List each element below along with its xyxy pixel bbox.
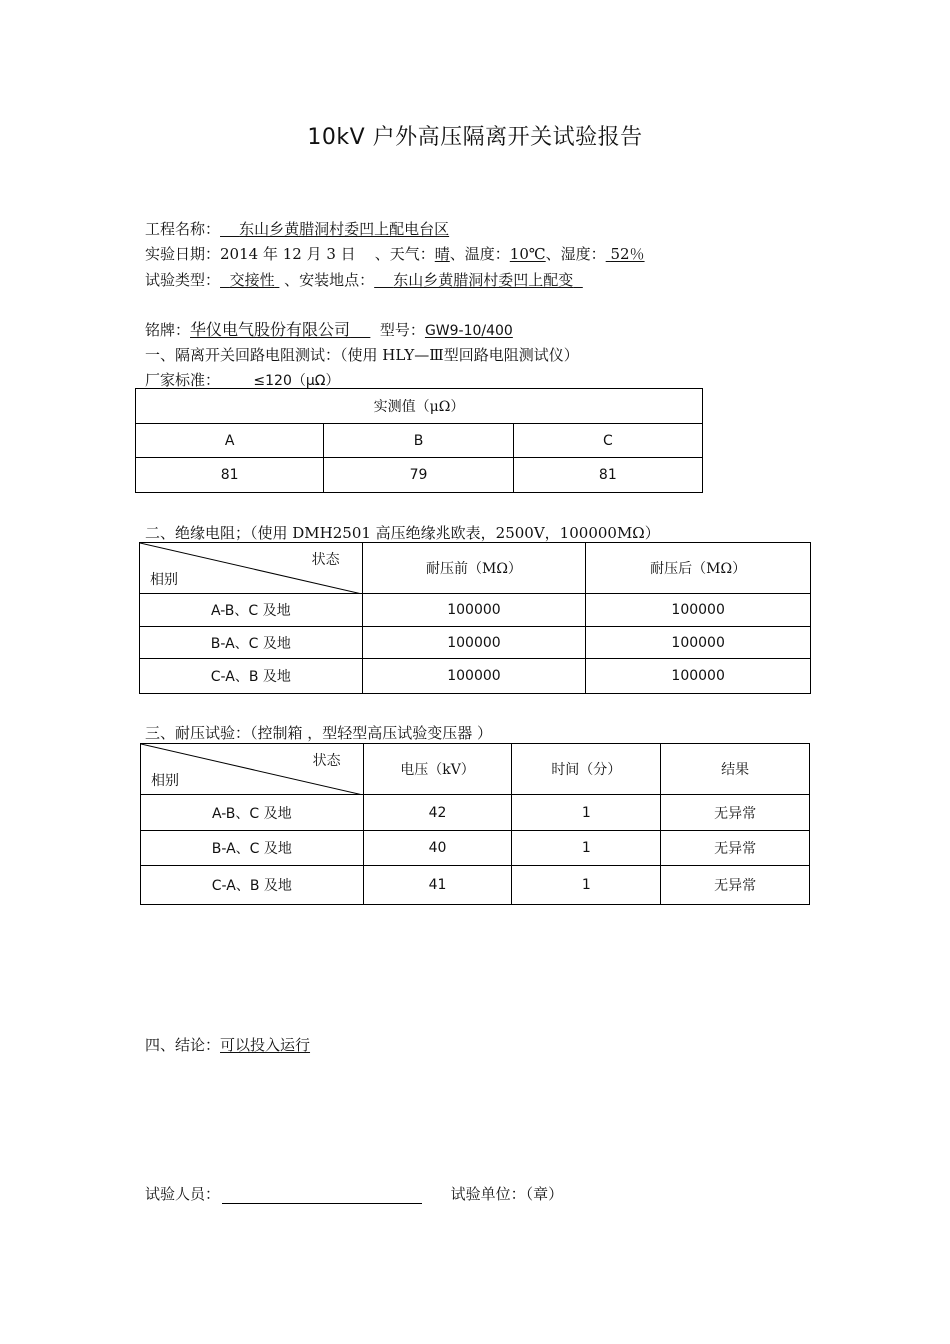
section1-heading: 一、隔离开关回路电阻测试：（使用 HLY—Ⅲ型回路电阻测试仪）	[145, 346, 579, 364]
humidity-label: 、湿度：	[545, 245, 606, 263]
value-c: 81	[513, 458, 702, 493]
table-row	[140, 659, 811, 694]
before-cell: 100000	[362, 594, 586, 627]
standard-line	[145, 369, 339, 390]
humidity-value: 52％	[610, 245, 645, 263]
time-cell: 1	[512, 795, 661, 831]
temp-label: 、温度：	[449, 245, 510, 263]
insulation-col-after: 耐压后（MΩ）	[586, 543, 811, 594]
phase-cell: C-A、B 及地	[140, 659, 363, 694]
section3-heading: 三、耐压试验：（控制箱 ，型轻型高压试验变压器 ）	[145, 724, 493, 742]
section2-heading: 二、绝缘电阻；（使用 DMH2501 高压绝缘兆欧表，2500V，100000MΩ）	[145, 524, 660, 542]
date-value: 2014 年 12 月 3 日	[220, 245, 356, 263]
resistance-table	[135, 388, 703, 493]
withstand-table	[140, 743, 810, 905]
before-cell: 100000	[362, 659, 586, 694]
weather-label: 、天气：	[374, 245, 435, 263]
withstand-col-time: 时间（分）	[512, 744, 661, 795]
value-a: 81	[136, 458, 324, 493]
type-label: 试验类型：	[145, 271, 221, 289]
time-cell: 1	[512, 831, 661, 866]
insulation-diag-header	[140, 543, 363, 594]
signature-line	[145, 1183, 563, 1204]
report-title: 10kV 户外高压隔离开关试验报告	[307, 125, 643, 150]
date-label: 实验日期：	[145, 245, 221, 263]
time-cell: 1	[512, 866, 661, 905]
brand-line	[145, 317, 513, 340]
insulation-col-before: 耐压前（MΩ）	[362, 543, 586, 594]
withstand-state-label: 状态	[312, 753, 341, 769]
project-line	[145, 218, 449, 239]
project-value: 东山乡黄腊洞村委凹上配电台区	[239, 220, 450, 238]
col-c: C	[513, 424, 702, 458]
unit-label: 试验单位：（章）	[450, 1185, 564, 1203]
standard-label: 厂家标准：	[145, 371, 221, 389]
temp-value: 10℃	[509, 245, 546, 263]
table-row	[140, 627, 811, 659]
col-b: B	[324, 424, 513, 458]
after-cell: 100000	[586, 659, 811, 694]
table-row	[141, 866, 810, 905]
voltage-cell: 42	[363, 795, 512, 831]
phase-cell: A-B、C 及地	[141, 795, 364, 831]
location-label: 、安装地点：	[284, 271, 375, 289]
model-label: 型号：	[379, 321, 425, 339]
phase-cell: C-A、B 及地	[141, 866, 364, 905]
result-cell: 无异常	[661, 831, 810, 866]
insulation-phase-label: 相别	[150, 572, 178, 588]
brand-value: 华仪电气股份有限公司	[190, 320, 351, 339]
before-cell: 100000	[362, 627, 586, 659]
withstand-diag-header	[141, 744, 364, 795]
conclusion-line	[145, 1034, 310, 1055]
table-row	[141, 831, 810, 866]
location-value: 东山乡黄腊洞村委凹上配变	[393, 271, 574, 289]
conclusion-value: 可以投入运行	[220, 1036, 311, 1054]
withstand-phase-label: 相别	[151, 773, 179, 789]
tester-label: 试验人员：	[145, 1185, 221, 1203]
conclusion-label: 四、结论：	[145, 1036, 221, 1054]
tester-signature-field[interactable]	[222, 1189, 422, 1204]
standard-value: ≤120（μΩ）	[253, 373, 340, 389]
col-a: A	[136, 424, 324, 458]
type-value: 交接性	[229, 271, 275, 289]
insulation-table	[139, 542, 811, 694]
phase-cell: B-A、C 及地	[140, 627, 363, 659]
value-b: 79	[324, 458, 513, 493]
result-cell: 无异常	[661, 866, 810, 905]
phase-cell: A-B、C 及地	[140, 594, 363, 627]
insulation-state-label: 状态	[311, 552, 340, 568]
brand-label: 铭牌：	[145, 321, 191, 339]
table-row	[140, 594, 811, 627]
voltage-cell: 41	[363, 866, 512, 905]
resistance-header: 实测值（μΩ）	[136, 389, 703, 424]
withstand-col-voltage: 电压（kV）	[363, 744, 512, 795]
type-line	[145, 269, 583, 290]
withstand-col-result: 结果	[661, 744, 810, 795]
weather-value: 晴	[434, 245, 450, 263]
project-label: 工程名称：	[145, 220, 221, 238]
result-cell: 无异常	[661, 795, 810, 831]
table-row	[141, 795, 810, 831]
after-cell: 100000	[586, 627, 811, 659]
phase-cell: B-A、C 及地	[141, 831, 364, 866]
after-cell: 100000	[586, 594, 811, 627]
date-line	[145, 243, 645, 264]
model-value: GW9-10/400	[424, 323, 513, 339]
voltage-cell: 40	[363, 831, 512, 866]
